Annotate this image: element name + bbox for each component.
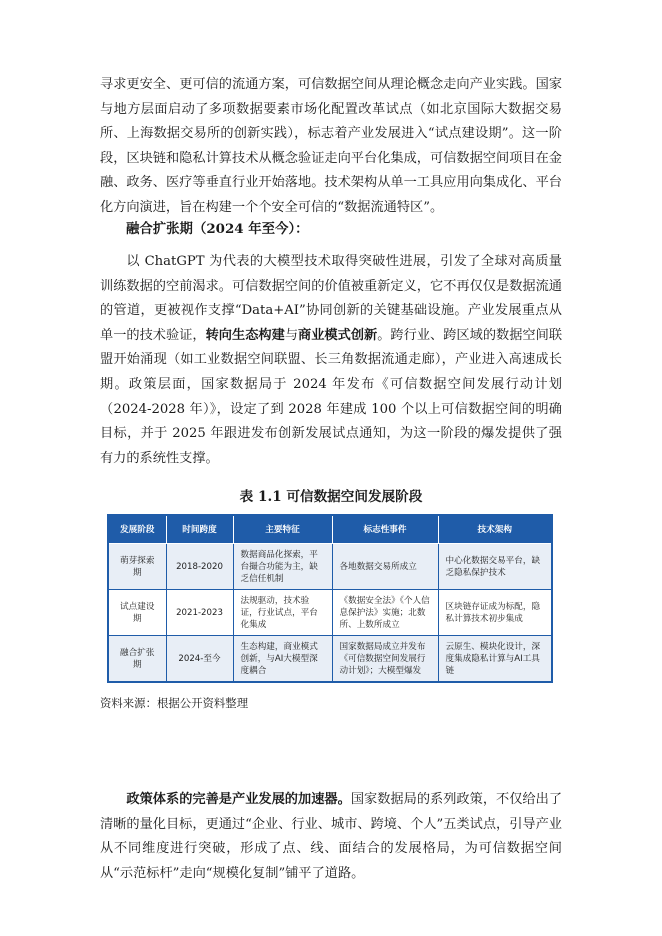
table-row	[108, 544, 552, 590]
cell-features: 数据商品化探索，平台撮合功能为主，缺乏信任机制	[233, 544, 332, 590]
cell-stage: 试点建设期	[108, 590, 166, 636]
emphasis-business-model: 商业模式创新	[298, 327, 378, 343]
header-features: 主要特征	[233, 515, 332, 544]
cell-period: 2018-2020	[166, 544, 233, 590]
cell-stage: 融合扩张期	[108, 636, 166, 682]
cell-architecture: 中心化数据交易平台，缺乏隐私保护技术	[438, 544, 552, 590]
emphasis-policy-accelerator: 政策体系的完善是产业发展的加速器。	[126, 792, 351, 807]
source-note: 资料来源：根据公开资料整理	[100, 696, 249, 710]
cell-architecture: 区块链存证成为标配，隐私计算技术初步集成	[438, 590, 552, 636]
cell-stage: 萌芽探索期	[108, 544, 166, 590]
cell-events: 各地数据交易所成立	[332, 544, 438, 590]
header-period: 时间跨度	[166, 515, 233, 544]
cell-period: 2024-至今	[166, 636, 233, 682]
table-row	[108, 636, 552, 682]
cell-events: 《数据安全法》《个人信息保护法》实施；北数所、上数所成立	[332, 590, 438, 636]
header-stage: 发展阶段	[108, 515, 166, 544]
paragraph-pilot-phase: 寻求更安全、更可信的流通方案，可信数据空间从理论概念走向产业实践。国家与地方层面启动了多项数据要素市场化配置改革试点（如北京国际大数据交易所、上海数据交易所的创新实践），标志着产业发展进入“试点建设期”。这一阶段，区块链和隐私计算技术从概念验证走向平台化集成，可信数据空间项目在金融、政务、医疗等垂直行业开始落地。技术架构从单一工具应用向集成化、平台化方向演进，旨在构建一个个安全可信的“数据流通特区”。	[100, 77, 562, 215]
cell-period: 2021-2023	[166, 590, 233, 636]
cell-events: 国家数据局成立并发布《可信数据空间发展行动计划》；大模型爆发	[332, 636, 438, 682]
development-stages-table	[107, 514, 553, 683]
table-caption: 表 1.1 可信数据空间发展阶段	[239, 489, 423, 505]
paragraph-expansion-text-1: 以 ChatGPT 为代表的大模型技术取得突破性进展，引发了全球对高质量训练数据的空前渴求。可信数据空间的价值被重新定义，它不再仅仅是数据流通的管道，更被视作支撑“Data+AI”协同创新的关键基础设施。产业发展重点从单一的技术验证，	[100, 254, 562, 343]
header-events: 标志性事件	[332, 515, 438, 544]
paragraph-policy-system	[100, 788, 562, 886]
table-header-row	[108, 515, 552, 544]
cell-architecture: 云原生、模块化设计，深度集成隐私计算与AI工具链	[438, 636, 552, 682]
paragraph-expansion-phase	[100, 250, 562, 471]
table-row	[108, 590, 552, 636]
paragraph-expansion-text-2: 。跨行业、跨区域的数据空间联盟开始涌现（如工业数据空间联盟、长三角数据流通走廊），产业进入高速成长期。政策层面，国家数据局于 2024 年发布《可信数据空间发展行动计划（2024-2028 年）》，设定了到 2028 年建成 100 个以上可信数据空间的明确目标，并于 2025 年跟进发布创新发展试点通知，为这一阶段的爆发提供了强有力的系统性支撑。	[100, 327, 563, 466]
paragraph-expansion-conjunction: 与	[284, 327, 299, 343]
cell-features: 生态构建，商业模式创新，与AI大模型深度耦合	[233, 636, 332, 682]
paragraph-policy-text: 国家数据局的系列政策，不仅给出了清晰的量化目标，更通过“企业、行业、城市、跨境、个人”五类试点，引导产业从不同维度进行突破，形成了点、线、面结合的发展格局，为可信数据空间从“示范标杆”走向“规模化复制”铺平了道路。	[100, 792, 563, 881]
cell-features: 法规驱动，技术验证，行业试点，平台化集成	[233, 590, 332, 636]
section-heading-expansion-phase: 融合扩张期（2024 年至今）：	[126, 221, 309, 237]
emphasis-ecosystem: 转向生态构建	[205, 327, 285, 343]
header-architecture: 技术架构	[438, 515, 552, 544]
